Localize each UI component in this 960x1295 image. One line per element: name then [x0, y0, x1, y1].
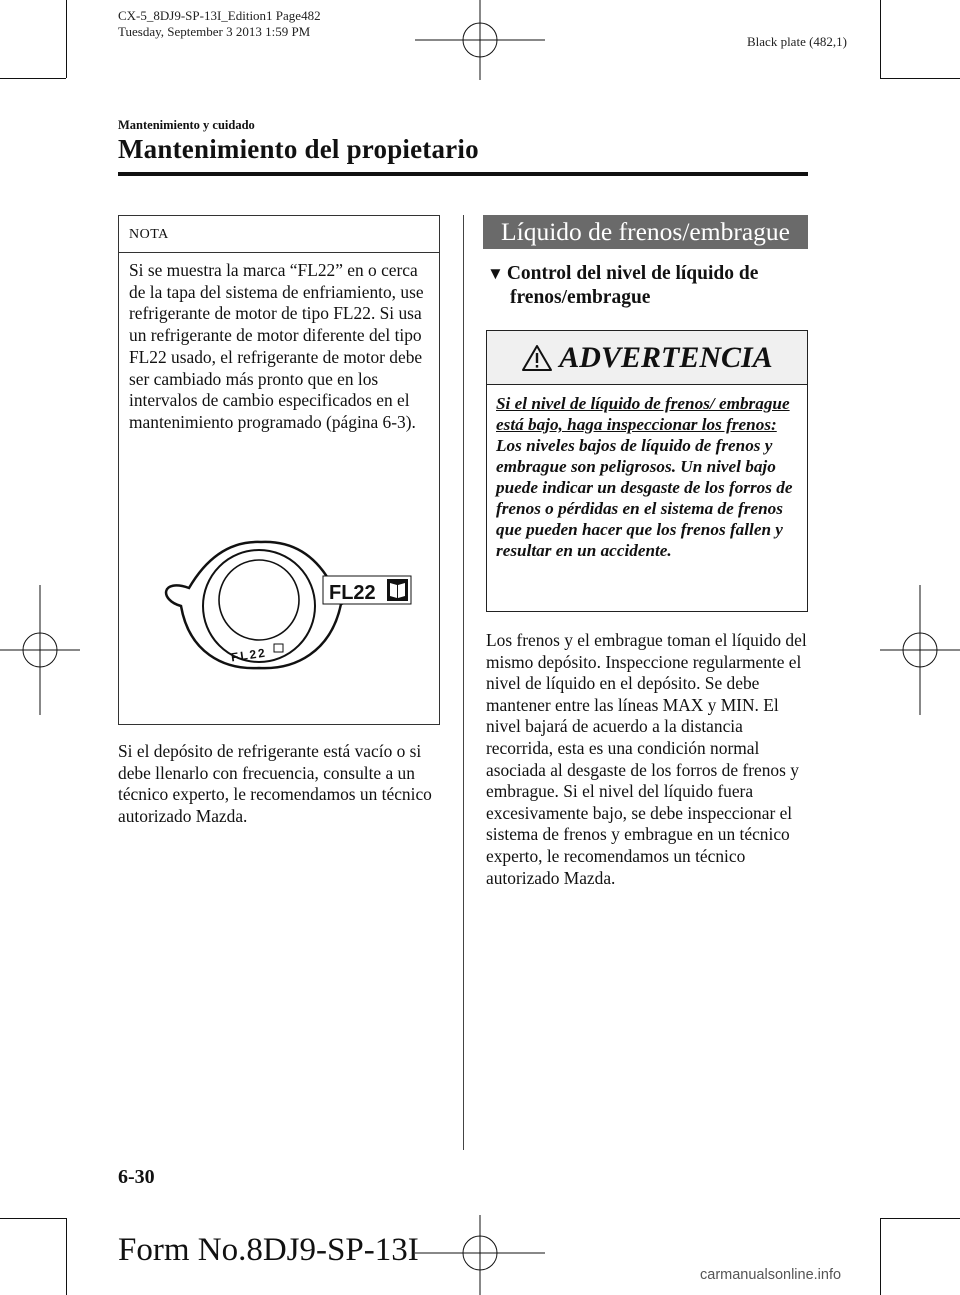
crop-mark	[880, 1218, 881, 1295]
cap-marking-text: FL22	[230, 645, 268, 665]
title-rule	[118, 172, 808, 176]
registration-mark-top	[415, 0, 545, 80]
subheading	[487, 262, 807, 310]
warning-text	[487, 385, 807, 561]
note-box	[118, 215, 440, 725]
crop-mark	[880, 78, 960, 79]
column-divider	[463, 215, 464, 1150]
section-label: Mantenimiento y cuidado	[118, 118, 255, 132]
form-number: Form No.8DJ9-SP-13I	[118, 1232, 419, 1268]
radiator-cap-illustration	[131, 534, 431, 674]
print-slug-line1: CX-5_8DJ9-SP-13I_Edition1 Page482	[118, 8, 321, 23]
fl22-label-text: FL22	[329, 582, 376, 604]
warning-header	[487, 331, 807, 385]
crop-mark	[880, 1218, 960, 1219]
registration-mark-bottom	[415, 1215, 545, 1295]
warning-body-text: Los niveles bajos de líquido de frenos y embrague son peligrosos. Un nivel bajo puede indicar un desgaste de los forros de frenos o pérdidas en el sistema de frenos que pueden hacer que los frenos fallen y resultar en un accidente.	[496, 436, 793, 560]
note-text: Si se muestra la marca “FL22” en o cerca de la tapa del sistema de enfriamiento, use refrigerante de motor de tipo FL22. Si usa un refrigerante de motor diferente del tipo FL22 usado, el refrigerante de motor debe ser cambiado más pronto que en los intervalos de cambio especificados en el mantenimiento programado (página 6-3).	[129, 260, 424, 432]
warning-box	[486, 330, 808, 612]
triangle-bullet-icon: ▼	[487, 264, 504, 283]
crop-mark	[0, 78, 66, 79]
registration-mark-left	[0, 585, 80, 715]
crop-mark	[66, 1218, 67, 1295]
page-number: 6-30	[118, 1166, 155, 1188]
brake-fluid-paragraph: Los frenos y el embrague toman el líquido del mismo depósito. Inspeccione regularmente el nivel de líquido en el depósito. Se debe mantener entre las líneas MAX y MIN. El nivel bajará de acuerdo a la distancia recorrida, esta es una condición normal asociada al desgaste de los forros de frenos y embrague. Si el nivel del líquido fuera excesivamente bajo, se debe inspeccionar el sistema de frenos y embrague en un técnico experto, le recomendamos un técnico autorizado Mazda.	[486, 630, 807, 888]
print-slug	[118, 8, 321, 40]
crop-mark	[0, 1218, 66, 1219]
warning-triangle-icon	[521, 344, 553, 372]
crop-mark	[66, 0, 67, 78]
black-plate-label: Black plate (482,1)	[747, 34, 847, 49]
warning-title: ADVERTENCIA	[559, 340, 773, 374]
coolant-paragraph: Si el depósito de refrigerante está vacío o si debe llenarlo con frecuencia, consulte a un técnico experto, le recomendamos un técnico autorizado Mazda.	[118, 741, 432, 826]
crop-mark	[880, 0, 881, 78]
subheading-line1: Control del nivel de líquido de	[506, 263, 759, 284]
registration-mark-right	[880, 585, 960, 715]
watermark: carmanualsonline.info	[700, 1267, 842, 1283]
subheading-line2: frenos/embrague	[510, 287, 651, 308]
section-title-bar: Líquido de frenos/embrague	[483, 215, 808, 249]
page-title: Mantenimiento del propietario	[118, 134, 479, 164]
warning-underlined-text: Si el nivel de líquido de frenos/ embrague está bajo, haga inspeccionar los frenos:	[496, 394, 790, 434]
print-slug-line2: Tuesday, September 3 2013 1:59 PM	[118, 24, 311, 39]
note-heading: NOTA	[119, 216, 439, 253]
